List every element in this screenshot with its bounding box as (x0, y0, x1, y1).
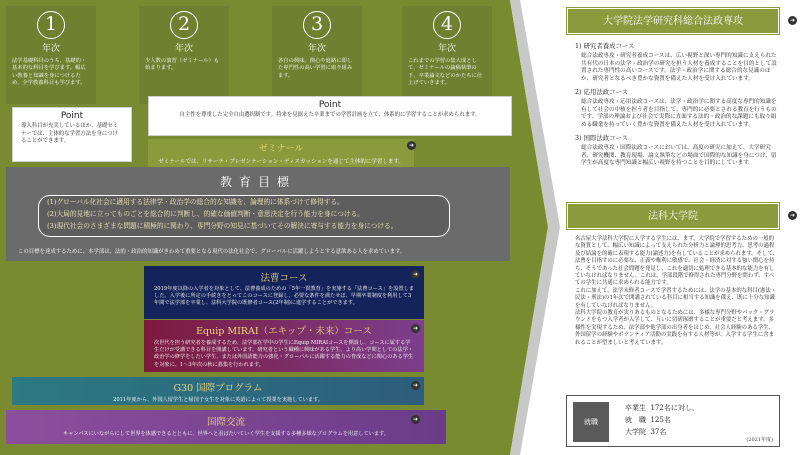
g30-arrow-icon[interactable]: ➜ (412, 382, 419, 389)
point-box-curriculum (148, 96, 512, 136)
employment-row (625, 426, 699, 438)
housou-arrow-icon[interactable]: ➜ (412, 271, 419, 278)
employment-value: 172名に対し、 (650, 404, 699, 412)
lawschool-header[interactable]: 法科大学院 (567, 203, 779, 229)
year-3-number: 3 (303, 11, 331, 39)
year-4-label: 年次 (437, 44, 456, 54)
year-2-number: 2 (170, 11, 198, 39)
goal-item: (1)グローバル化社会に適用する法律学・政治学の総合的な知識を、論理的に体系づけて修得する。 (47, 198, 344, 206)
year-3-label: 年次 (307, 44, 326, 54)
kokusai-arrow-icon[interactable]: ➜ (412, 416, 419, 423)
employment-row (625, 402, 699, 414)
seminar-title: ゼミナール (258, 144, 304, 154)
program-mirai-desc: 次世代を担う研究者を養成するため、法学部在学中の学生にEquip MIRAIコースを開設し、コースに属する学生だけが受講できる科目を開講しています。研究者という職種に興味がある学生、より高い学問としての法学・政治学の修学をしたい学生、または外国語能力の強化・グローバルに活躍する能力の育成などに関心のある学生を対象に、1～3年次の秋に募集を行われます。 (154, 340, 414, 368)
seminar-box[interactable] (148, 139, 414, 167)
program-g30[interactable] (12, 377, 424, 405)
gradschool-arrow-icon[interactable]: ➜ (789, 17, 796, 24)
seminar-desc: ゼミナールでは、リサーチ・プレゼンテーション・ディスカッションを通じて主体的に学習します。 (158, 159, 404, 165)
year-4-desc: これまでの学習の集大成として、ゼミナールの論稿執筆の下、卒業論文などのかたちに仕上げていきます。 (408, 58, 483, 87)
year-2-desc: 少人数の演習（ゼミナール）も始まります。 (145, 58, 220, 72)
employment-stats (625, 402, 699, 438)
program-mirai[interactable] (144, 320, 424, 372)
gradschool-section-text: 総合法政専攻・応用法政コースは、法学・政治学に関する高度な専門的知識を有して社会の中核を担う者を目指して、専門的に必要とされる教育を行うものです。学部の理論および社会で実際に直面する法的・政治的な課題にも取り組める職業を持っていく豊かな資質を備えた人材を受け入れています。 (581, 98, 777, 129)
year-3-column (272, 6, 362, 104)
program-housou[interactable] (144, 266, 424, 319)
employment-key: 大学院 (625, 428, 646, 436)
program-kokusai-title: 国際交流 (206, 417, 245, 428)
program-kokusai-desc: キャンパスにいながらにして世界を体感できるとともに、世界へと羽ばたいていく学生を支援する多種多様なプログラムを用意しています。 (63, 431, 389, 437)
mirai-arrow-icon[interactable]: ➜ (412, 325, 419, 332)
goals-title: 教育目標 (219, 175, 296, 189)
point-title: Point (318, 100, 342, 110)
employment-row (625, 414, 699, 426)
gradschool-section-text: 総合法政専攻・国際法政コースにおいては、高度の研究に加えて、大学研究者、研究機関、教育現場、論文執筆などの場面で国際的な知識を身につけ、留学生が高度な専門知識と幅広い視野を持つことを目的にしています。 (581, 144, 777, 167)
point-text: 導入科目が充実しているほか、基礎セミナーでは、主体的な学習方法を身につけることができます。 (21, 123, 119, 145)
year-1-column (6, 6, 96, 104)
gradschool-body (575, 38, 779, 168)
year-2-label: 年次 (174, 44, 193, 54)
goal-item: (2)大局的見地に立ってものごとを総合的に判断し、的確な価値判断・意思決定を行う能力を身につける。 (47, 210, 364, 218)
year-2-column (139, 6, 229, 104)
employment-box (566, 395, 780, 447)
goal-item: (3)現代社会のさまざまな問題に積極的に関わり、専門分野の知見に基づいてその解決に寄与する能力を身につける。 (47, 222, 398, 230)
employment-key: 卒業生 (625, 404, 646, 412)
gradschool-section-text: 総合法政専攻・研究者養成コースは、広い視野と深い専門的知識に支えられた共有代の日本の法学・政治学の研究を担う人材を養成することを目的として設置された専門性の高いコースです。法学・政治学に関する総合的な見識のほか、研究者となるべき豊かな資質を備えた人材を受け入れています。 (581, 52, 777, 83)
point-title: Point (60, 111, 84, 121)
goals-list (38, 195, 450, 237)
lawschool-body: 名古屋大学法科大学院に入学する学生には、まず、大学院で学習するための一般的な資質として、幅広い知識によって支えられた分析力と論理的思考力、思考の過程及び結論を的確に表現する能力(論述力)を有していることが求められます。そして、法曹を目指すのに必要な、正義や権利に敏感で、社会・経済に対する強い関心を持ち、そうであった社会問題を発見し、これを適切に処理できる基本的な能力を有していなければなりません。これは、学部段階で修得された専門分野を問わず、すべての学生に共通に求められる能力です。 これに加えて、法学未修者コースで学習するためには、法学の基本的な科目(憲法・民法・刑法)の1年次で開講されている科目に相当する知識を備え、既に十分な知識を有していなければなりません。 法科大学院の教育が実りあるものとなるためには、多様な専門分野やバック・グラウンドをもつ入学者が入学して、互いに切磋琢磨することが重要だと考えます。多様性を実現するため、法学部や他学部の出身者をはじめ、社会人経験のある学生、外国留学の経験やボランティア活動の実践を有する人材等が、入学する学生に含まれることが望ましいと考えています。 (575, 236, 779, 346)
point-text: 自主性を尊重した完全自由選択制です。将来を見据えた卒業までの学習計画を立て、体系的に学習することが求められます。 (179, 112, 481, 118)
gradschool-section-title: 2) 応用法政コース (575, 87, 629, 96)
employment-key: 就 職 (625, 416, 646, 424)
lawschool-arrow-icon[interactable]: ➜ (789, 212, 796, 219)
year-4-column (402, 6, 492, 104)
gradschool-section-title: 1) 研究者養成コース (575, 42, 635, 50)
employment-value: 37名 (650, 428, 667, 436)
program-g30-title: G30 国際プログラム (173, 383, 263, 394)
education-goals (6, 167, 510, 261)
goals-note: この目標を達成するために、本学部は、法的・政治的知識がきわめて重要となる現代の法化社会で、グローバルに活躍しようとする意欲ある人を求めています。 (18, 249, 406, 255)
point-box-intro (12, 107, 132, 162)
year-4-number: 4 (433, 11, 461, 39)
program-housou-desc: 2019年度以降の入学者を対象として、法曹養成のための「5年一貫教育」を実施する「法曹コース」を設置しました。入学後に所定の手続きをとってこのコースに登録し、必要な条件を満たせば、早期卒業制度を利用して3年間で法学部を卒業し、法科大学院の既修者コース(2年制)に進学することができます。 (154, 286, 414, 307)
gradschool-section-title: 3) 国際法政コース (575, 133, 629, 142)
year-3-desc: 各自の興味、関心や進路に即した専門性の高い学習に取り組みます。 (278, 58, 353, 79)
program-mirai-title: Equip MIRAI（エキップ・未来）コース (196, 326, 372, 337)
program-housou-title: 法曹コース (260, 273, 308, 284)
seminar-arrow-icon[interactable]: ➜ (408, 142, 415, 149)
year-1-number: 1 (37, 11, 65, 39)
program-kokusai[interactable] (6, 410, 446, 444)
year-1-label: 年次 (41, 44, 60, 54)
year-1-desc: 法学基礎科目のうち、基礎的・基本的な科目を学びます。幅広い教養と知識を身につけるため、全学教養科目も学びます。 (12, 58, 87, 87)
gradschool-header[interactable]: 大学院法学研究科総合法政専攻 (567, 8, 779, 34)
employment-year: (2021年度) (746, 437, 773, 443)
program-g30-desc: 2011年度から、外国人留学生と帰国子女生を対象に英語によって授業を実施しています。 (113, 397, 323, 403)
employment-label: 就職 (573, 402, 609, 442)
employment-value: 125名 (650, 416, 671, 424)
